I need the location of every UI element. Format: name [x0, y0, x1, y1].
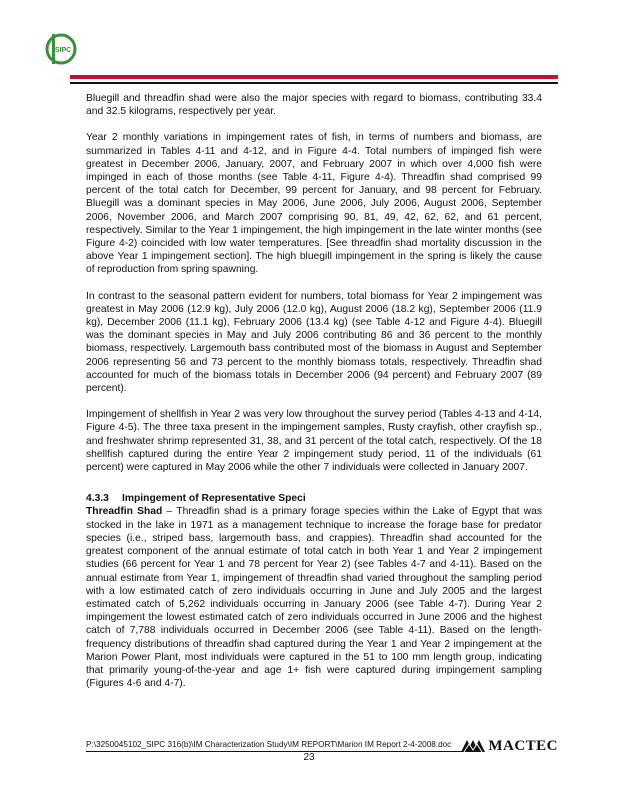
section-title: Impingement of Representative Speci [122, 493, 306, 505]
paragraph-shellfish: Impingement of shellfish in Year 2 was very low throughout the survey period (Tables 4-13 and 4-14, Figure 4-5). The three taxa present in the impingement samples, Rusty crayfish, other crayfish sp., and freshwater shrimp represented 31, 38, and 31 percent of the total catch, respectively. Of the 18 shellfish captured during the entire Year 2 impingement study period, 11 of the individuals (61 percent) were captured in May 2006 while the other 7 individuals were collected in January 2007. [86, 409, 542, 474]
document-body [86, 92, 542, 703]
sipc-logo-icon [44, 32, 78, 66]
threadfin-shad-text: – Threadfin shad is a primary forage species within the Lake of Egypt that was stocked in the lake in 1971 as a management technique to increase the forage base for predator species (i.e., striped bass, largemouth bass, and crappies). Threadfin shad accounted for the greatest component of the annual estimate of total catch in both Year 1 and Year 2 impingement studies (66 percent for Year 1 and 78 percent for Year 2) (see Tables 4-7 and 4-11). Based on the annual estimate from Year 1, impingement of threadfin shad varied throughout the sampling period with a low estimated catch of zero individuals occurring in June and July 2005 and the largest estimated catch of 5,262 individuals occurring in January 2006 (see Table 4-7). During Year 2 impingement the lowest estimated catch of zero individuals occurred in June 2006 and the highest catch of 7,788 individuals occurred in December 2006 (see Table 4-11). Based on the length-frequency distributions of threadfin shad captured during the Year 1 and Year 2 impingement at the Marion Power Plant, most individuals were captured in the 51 to 100 mm length group, indicating that primarily young-of-the-year and age 1+ fish were captured during impingement sampling (Figures 4-6 and 4-7). [86, 506, 542, 690]
paragraph-biomass-seasonal: In contrast to the seasonal pattern evident for numbers, total biomass for Year 2 impingement was greatest in May 2006 (12.9 kg), July 2006 (12.0 kg), August 2006 (18.2 kg), September 2006 (11.9 kg), December 2006 (11.1 kg), February 2006 (13.4 kg) (see Table 4-12 and Figure 4-4). Bluegill was the dominant species in May and July 2006 contributing 86 and 36 percent to the monthly biomass, respectively. Largemouth bass contributed most of the biomass in August and September 2006 representing 56 and 73 percent to the monthly biomass totals, respectively. Threadfin shad accounted for much of the biomass totals in December 2006 (94 percent) and February 2007 (89 percent). [86, 290, 542, 395]
header-black-rule [70, 82, 558, 84]
page-number: 23 [303, 752, 315, 763]
logo-text: SIPC [54, 47, 72, 54]
threadfin-shad-lead: Threadfin Shad [86, 506, 163, 518]
paragraph-threadfin-shad [86, 505, 542, 690]
section-number: 4.3.3 [86, 493, 109, 505]
header-red-rule [70, 75, 558, 79]
mactec-brand-text: MACTEC [488, 737, 558, 754]
paragraph-biomass-intro: Bluegill and threadfin shad were also the major species with regard to biomass, contributing 33.4 and 32.5 kilograms, respectively per year. [86, 93, 542, 118]
footer-file-path: P:\3250045102_SIPC 316(b)\IM Characterization Study\IM REPORT\Marion IM Report 2-4-2008.doc [86, 740, 452, 749]
sipc-logo [44, 32, 78, 66]
paragraph-monthly-variations: Year 2 monthly variations in impingement rates of fish, in terms of numbers and biomass, are summarized in Tables 4-11 and 4-12, and in Figure 4-4. Total numbers of impinged fish were greatest in December 2006, January, 2007, and February 2007 in which over 4,000 fish were impinged in each of those months (see Table 4-11, Figure 4-4). Threadfin shad comprised 99 percent of the total catch for December, 99 percent for January, and 98 percent for February. Bluegill was a dominant species in May 2006, June 2006, July 2006, August 2006, September 2006, November 2006, and March 2007 comprising 90, 81, 49, 42, 62, 62, and 61 percent, respectively. Similar to the Year 1 impingement, the high impingement in the late winter months (see Figure 4-2) coincided with low water temperatures. [See threadfin shad mortality discussion in the above Year 1 impingement section]. The high bluegill impingement in the spring is likely the cause of reproduction from spring spawning. [86, 132, 542, 276]
mactec-wave-icon [460, 737, 486, 755]
mactec-logo [460, 737, 558, 755]
section-heading [86, 492, 542, 505]
